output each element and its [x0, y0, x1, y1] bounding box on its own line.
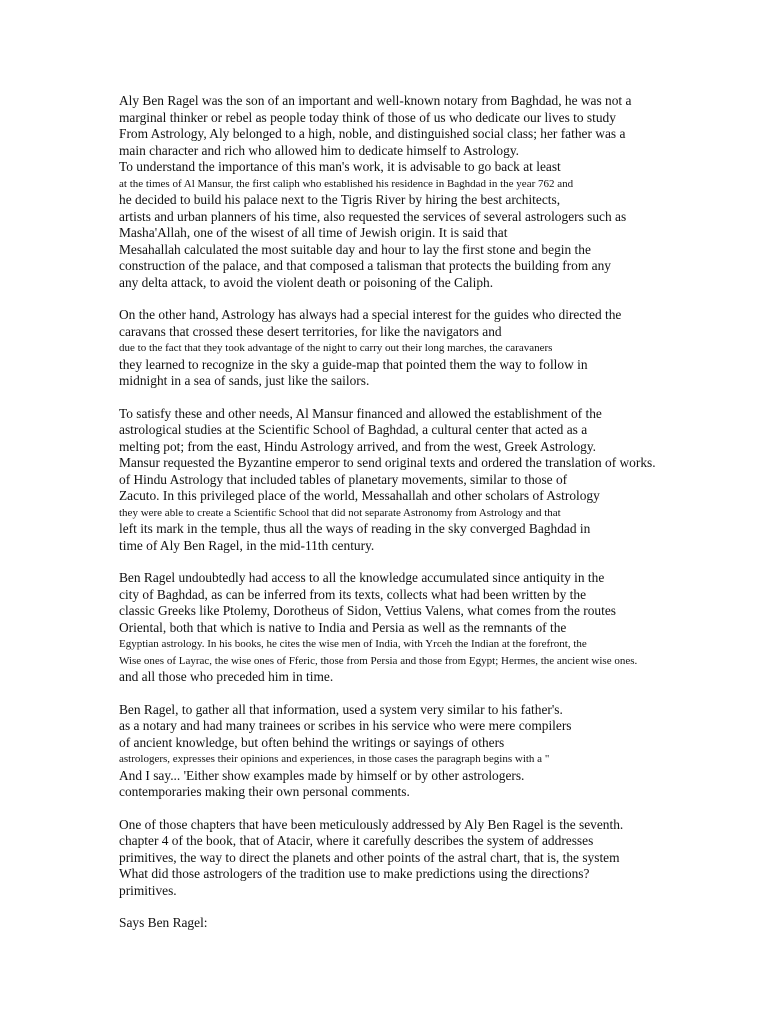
text-line: construction of the palace, and that composed a talisman that protects the building from any — [119, 258, 611, 273]
text-line: left its mark in the temple, thus all the ways of reading in the sky converged Baghdad in — [119, 521, 591, 536]
text-line: astrologers, expresses their opinions and experiences, in those cases the paragraph begins with a " — [119, 753, 550, 765]
text-line: Zacuto. In this privileged place of the world, Messahallah and other scholars of Astrology — [119, 488, 600, 503]
text-line: time of Aly Ben Ragel, in the mid-11th century. — [119, 537, 375, 553]
paragraph — [119, 307, 759, 390]
text-line: midnight in a sea of sands, just like the sailors. — [119, 373, 370, 388]
text-line: at the times of Al Mansur, the first caliph who established his residence in Baghdad in the year 762 and — [119, 177, 574, 190]
text-line: classic Greeks like Ptolemy, Dorotheus of Sidon, Vettius Valens, what comes from the routes — [119, 603, 616, 618]
text-line: To understand the importance of this man's work, it is advisable to go back at least — [119, 159, 561, 174]
paragraph — [119, 406, 759, 555]
text-line: One of those chapters that have been meticulously addressed by Aly Ben Ragel is the seventh. — [119, 816, 624, 832]
text-line: Oriental, both that which is native to India and Persia as well as the remnants of the — [119, 619, 567, 635]
text-line: city of Baghdad, as can be inferred from its texts, collects what had been written by the — [119, 586, 587, 602]
text-line: due to the fact that they took advantage of the night to carry out their long marches, the caravaners — [119, 342, 553, 354]
text-line: primitives, the way to direct the planets and other points of the astral chart, that is, the system — [119, 849, 620, 865]
text-line: he decided to build his palace next to the Tigris River by hiring the best architects, — [119, 192, 561, 207]
text-line: of Hindu Astrology that included tables of planetary movements, similar to those of — [119, 471, 568, 487]
text-line: From Astrology, Aly belonged to a high, noble, and distinguished social class; her father was a — [119, 126, 626, 141]
text-line: Says Ben Ragel: — [119, 915, 208, 930]
text-line: And I say... 'Either show examples made by himself or by other astrologers. — [119, 767, 525, 783]
text-line: and all those who preceded him in time. — [119, 669, 334, 684]
text-line: Ben Ragel, to gather all that information, used a system very similar to his father's. — [119, 701, 563, 717]
text-line: of ancient knowledge, but often behind the writings or sayings of others — [119, 734, 505, 750]
text-line: any delta attack, to avoid the violent death or poisoning of the Caliph. — [119, 274, 494, 290]
text-line: primitives. — [119, 882, 177, 898]
text-line: On the other hand, Astrology has always had a special interest for the guides who directed the — [119, 307, 622, 322]
paragraph — [119, 915, 759, 932]
text-line: they learned to recognize in the sky a guide-map that pointed them the way to follow in — [119, 356, 588, 372]
text-line: Mesahallah calculated the most suitable day and hour to lay the first stone and begin the — [119, 241, 591, 257]
paragraph — [119, 570, 759, 686]
text-line: chapter 4 of the book, that of Atacir, where it carefully describes the system of addresses — [119, 833, 594, 848]
text-line: To satisfy these and other needs, Al Mansur financed and allowed the establishment of the — [119, 405, 602, 421]
text-line: Ben Ragel undoubtedly had access to all the knowledge accumulated since antiquity in the — [119, 570, 605, 585]
text-line: melting pot; from the east, Hindu Astrology arrived, and from the west, Greek Astrology. — [119, 438, 597, 454]
paragraph — [119, 817, 759, 900]
text-line: main character and rich who allowed him to dedicate himself to Astrology. — [119, 142, 519, 158]
document-body — [119, 93, 759, 948]
text-line: artists and urban planners of his time, also requested the services of several astrologers such as — [119, 208, 627, 224]
text-line: astrological studies at the Scientific School of Baghdad, a cultural center that acted as a — [119, 422, 588, 437]
text-line: caravans that crossed these desert territories, for like the navigators and — [119, 323, 502, 339]
text-line: Wise ones of Layrac, the wise ones of Fferic, those from Persia and those from Egypt; Hermes, the ancient wise ones. — [119, 654, 638, 667]
text-line: they were able to create a Scientific School that did not separate Astronomy from Astrology and that — [119, 506, 561, 519]
paragraph — [119, 702, 759, 801]
text-line: Mansur requested the Byzantine emperor to send original texts and ordered the translation of works. — [119, 455, 656, 470]
text-line: as a notary and had many trainees or scribes in his service who were mere compilers — [119, 718, 572, 733]
text-line: marginal thinker or rebel as people today think of those of us who dedicate our lives to study — [119, 109, 616, 125]
text-line: contemporaries making their own personal comments. — [119, 784, 410, 799]
text-line: Aly Ben Ragel was the son of an important and well-known notary from Baghdad, he was not a — [119, 93, 632, 108]
text-line: Masha'Allah, one of the wisest of all time of Jewish origin. It is said that — [119, 225, 508, 240]
text-line: Egyptian astrology. In his books, he cites the wise men of India, with Yrceh the Indian at the forefront, the — [119, 638, 587, 650]
paragraph — [119, 93, 759, 291]
text-line: What did those astrologers of the tradition use to make predictions using the directions? — [119, 866, 590, 881]
